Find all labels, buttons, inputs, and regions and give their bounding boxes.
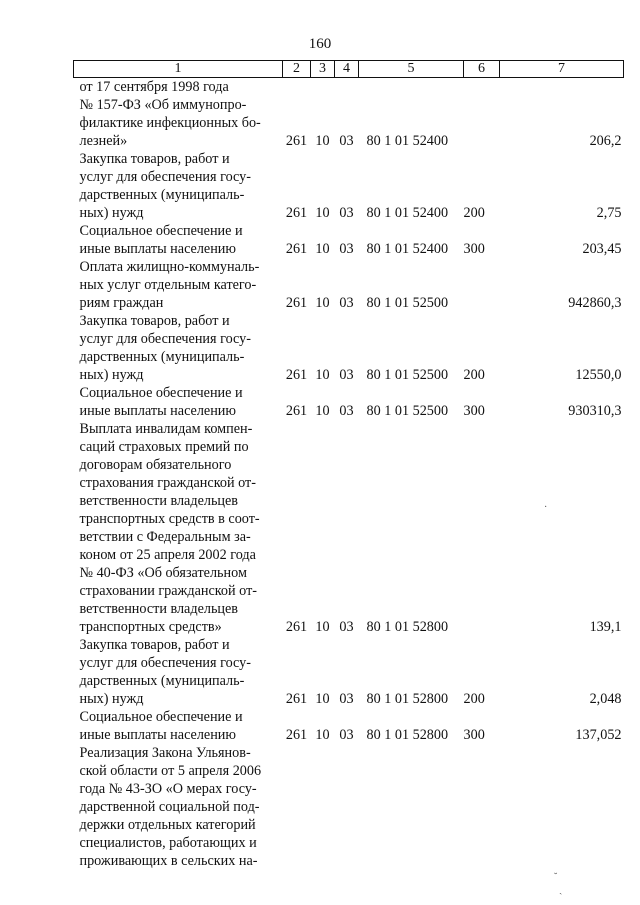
row-code-2 — [283, 744, 311, 870]
row-name-line: ных) нужд — [79, 367, 144, 383]
row-amount: 942860,3 — [568, 295, 622, 311]
row-name-line: дарственных (муниципаль- — [79, 349, 245, 365]
row-name-line: ных) нужд — [79, 691, 144, 707]
row-code-4: 03 — [339, 241, 354, 257]
row-code-2: 261 — [285, 727, 308, 743]
row-code-4: 03 — [339, 205, 354, 221]
row-code-2: 261 — [285, 403, 308, 419]
header-row — [74, 61, 624, 78]
row-code-4 — [335, 744, 359, 870]
row-name-line: ской области от 5 апреля 2006 — [79, 763, 262, 779]
row-expense-type: 300 — [463, 727, 485, 743]
row-name-line: дарственной социальной под- — [79, 799, 260, 815]
row-name-line: ветствии с Федеральным за- — [79, 529, 251, 545]
table-row — [74, 150, 624, 222]
row-expense-type: 200 — [463, 205, 485, 221]
row-amount: 2,75 — [596, 205, 622, 221]
table-row — [74, 384, 624, 420]
row-name-line: Закупка товаров, работ и — [79, 637, 230, 653]
row-name-line: услуг для обеспечения госу- — [79, 331, 251, 347]
row-amount: 139,1 — [589, 619, 622, 635]
row-name-line: дарственных (муниципаль- — [79, 673, 245, 689]
row-name — [74, 78, 283, 151]
row-name-line: договорам обязательного — [79, 457, 232, 473]
row-code-2: 261 — [285, 241, 308, 257]
scan-speck: · — [544, 502, 548, 513]
row-code-4: 03 — [339, 367, 354, 383]
row-code-3 — [311, 744, 335, 870]
row-code-3: 10 — [315, 133, 330, 149]
row-amount — [500, 744, 624, 870]
row-code-3: 10 — [315, 727, 330, 743]
table-row — [74, 744, 624, 870]
row-name-line: проживающих в сельских на- — [79, 853, 258, 869]
row-name-line: Закупка товаров, работ и — [79, 151, 230, 167]
row-name-line: Социальное обеспечение и — [79, 385, 243, 401]
row-target-code: 80 1 01 52500 — [366, 295, 449, 311]
row-name — [74, 636, 283, 708]
row-code-2: 261 — [285, 619, 308, 635]
row-name-line: Социальное обеспечение и — [79, 709, 243, 725]
column-header-1: 1 — [74, 61, 283, 78]
row-expense-type — [464, 744, 500, 870]
row-target-code: 80 1 01 52400 — [366, 205, 449, 221]
row-code-2: 261 — [285, 691, 308, 707]
row-name-line: № 157-ФЗ «Об иммунопро- — [79, 97, 247, 113]
row-expense-type: 300 — [463, 403, 485, 419]
row-name-line: специалистов, работающих и — [79, 835, 257, 851]
table-row — [74, 312, 624, 384]
column-header-5: 5 — [359, 61, 464, 78]
row-amount: 137,052 — [575, 727, 622, 743]
row-name-line: ветственности владельцев — [79, 493, 239, 509]
row-expense-type: 200 — [463, 367, 485, 383]
row-name — [74, 222, 283, 258]
row-name-line: транспортных средств» — [79, 619, 222, 635]
row-name-line: страхования гражданской от- — [79, 475, 256, 491]
row-amount: 203,45 — [582, 241, 622, 257]
row-code-3: 10 — [315, 241, 330, 257]
row-name-line: года № 43-ЗО «О мерах госу- — [79, 781, 257, 797]
row-name — [74, 258, 283, 312]
column-header-3: 3 — [311, 61, 335, 78]
row-target-code: 80 1 01 52400 — [366, 133, 449, 149]
row-name-line: лезней» — [79, 133, 128, 149]
row-amount: 12550,0 — [575, 367, 622, 383]
row-amount: 2,048 — [589, 691, 622, 707]
row-name — [74, 744, 283, 870]
row-expense-type — [464, 258, 500, 312]
row-expense-type — [464, 78, 500, 151]
row-amount: 206,2 — [589, 133, 622, 149]
table-row — [74, 258, 624, 312]
row-name-line: ных) нужд — [79, 205, 144, 221]
row-code-2: 261 — [285, 205, 308, 221]
row-name — [74, 384, 283, 420]
row-expense-type: 300 — [463, 241, 485, 257]
column-header-7: 7 — [500, 61, 624, 78]
scan-speck: ˘ — [554, 872, 558, 883]
table-row — [74, 78, 624, 151]
row-name-line: услуг для обеспечения госу- — [79, 655, 251, 671]
row-name-line: Социальное обеспечение и — [79, 223, 243, 239]
row-name-line: услуг для обеспечения госу- — [79, 169, 251, 185]
table-row — [74, 636, 624, 708]
row-name-line: № 40-ФЗ «Об обязательном — [79, 565, 247, 581]
row-amount: 930310,3 — [568, 403, 622, 419]
row-name-line: ных услуг отдельным катего- — [79, 277, 257, 293]
row-name-line: ветственности владельцев — [79, 601, 239, 617]
column-header-4: 4 — [335, 61, 359, 78]
scan-speck: ˏ — [559, 884, 563, 895]
row-code-4: 03 — [339, 133, 354, 149]
column-header-2: 2 — [283, 61, 311, 78]
row-name — [74, 312, 283, 384]
row-target-code: 80 1 01 52500 — [366, 367, 449, 383]
row-name — [74, 150, 283, 222]
row-code-3: 10 — [315, 691, 330, 707]
table-row — [74, 420, 624, 636]
row-code-3: 10 — [315, 619, 330, 635]
row-code-4: 03 — [339, 619, 354, 635]
column-header-6: 6 — [464, 61, 500, 78]
row-target-code: 80 1 01 52400 — [366, 241, 449, 257]
budget-table — [73, 60, 624, 870]
table-row — [74, 708, 624, 744]
row-name-line: иные выплаты населению — [79, 727, 236, 743]
row-code-3: 10 — [315, 403, 330, 419]
row-name-line: от 17 сентября 1998 года — [79, 79, 229, 95]
row-name-line: Закупка товаров, работ и — [79, 313, 230, 329]
row-expense-type — [464, 420, 500, 636]
row-code-4: 03 — [339, 403, 354, 419]
row-name-line: дарственных (муниципаль- — [79, 187, 245, 203]
row-name — [74, 708, 283, 744]
row-code-3: 10 — [315, 205, 330, 221]
row-name-line: филактике инфекционных бо- — [79, 115, 261, 131]
row-expense-type: 200 — [463, 691, 485, 707]
row-name-line: коном от 25 апреля 2002 года — [79, 547, 256, 563]
row-target-code: 80 1 01 52800 — [366, 691, 449, 707]
row-name-line: страховании гражданской от- — [79, 583, 257, 599]
row-code-3: 10 — [315, 295, 330, 311]
row-code-4: 03 — [339, 295, 354, 311]
row-target-code: 80 1 01 52500 — [366, 403, 449, 419]
row-code-3: 10 — [315, 367, 330, 383]
row-target-code: 80 1 01 52800 — [366, 727, 449, 743]
row-target-code: 80 1 01 52800 — [366, 619, 449, 635]
row-code-2: 261 — [285, 367, 308, 383]
row-name-line: иные выплаты населению — [79, 403, 236, 419]
row-name — [74, 420, 283, 636]
row-target-code — [359, 744, 464, 870]
table-row — [74, 222, 624, 258]
row-code-4: 03 — [339, 727, 354, 743]
row-name-line: Реализация Закона Ульянов- — [79, 745, 251, 761]
row-name-line: держки отдельных категорий — [79, 817, 256, 833]
row-name-line: Оплата жилищно-коммуналь- — [79, 259, 260, 275]
row-code-2: 261 — [285, 295, 308, 311]
row-name-line: Выплата инвалидам компен- — [79, 421, 253, 437]
row-name-line: транспортных средств в соот- — [79, 511, 260, 527]
row-name-line: риям граждан — [79, 295, 164, 311]
page-number: 160 — [308, 36, 332, 52]
row-name-line: саций страховых премий по — [79, 439, 249, 455]
row-name-line: иные выплаты населению — [79, 241, 236, 257]
row-code-4: 03 — [339, 691, 354, 707]
row-code-2: 261 — [285, 133, 308, 149]
